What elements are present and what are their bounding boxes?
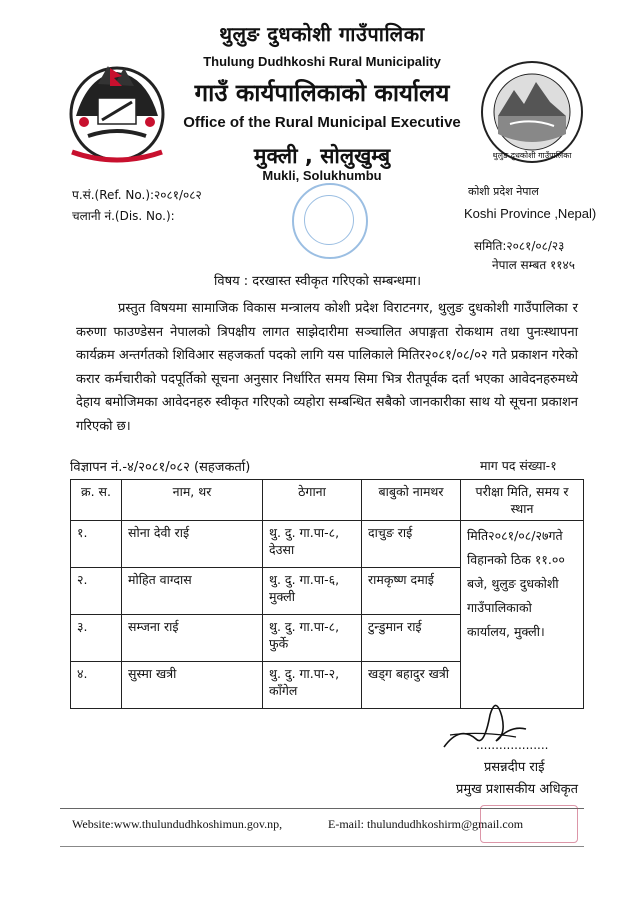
row-father: रामकृष्ण दमाई [362, 568, 461, 615]
table-row [71, 521, 584, 568]
nepal-samvat: नेपाल सम्बत ११४५ [492, 258, 576, 272]
row-sn: १. [71, 521, 122, 568]
place-np: मुक्ली , सोलुखुम्बु [253, 144, 391, 168]
advertisement-number: विज्ञापन नं.-४/२०८१/०८२ (सहजकर्ता) [70, 460, 251, 475]
notice-body: प्रस्तुत विषयमा सामाजिक विकास मन्त्रालय कोशी प्रदेश विराटनगर, थुलुङ दुधकोशी गाउँपालिका र करुणा फाउण्डेसन नेपालको त्रिपक्षीय लागत साझेदारीमा सञ्चालित अपाङ्गता रोकथाम तथा पुनःस्थापना कार्यक्रम अन्तर्गतको शिविआर सहजकर्ता पदको लागि यस पालिकाले मितिर२०८१/०८/०२ गते प्रकाशन गरेको करार कर्मचारीको पदपूर्तिको सूचना अनुसार निर्धारित समय सिमा भित्र रीतपूर्वक दर्ता भएका आवेदनहरुमध्ये देहाय बमोजिमका आवेदनहरु स्वीकृत गरिएको व्यहोरा सम्बन्धित सबैको जानकारीका साथ यो सूचना प्रकाशन गरिएको छ। [76, 301, 578, 434]
row-father: खड्ग बहादुर खत्री [362, 662, 461, 709]
col-header-name: नाम, थर [122, 480, 263, 521]
row-father: टुन्डुमान राई [362, 615, 461, 662]
footer-email: E-mail: thulundudhkoshirm@gmail.com [328, 817, 524, 831]
ref-number: प.सं.(Ref. No.):२०८१/०८२ [72, 188, 202, 202]
subject-line: विषय : दरखास्त स्वीकृत गरिएको सम्बन्धमा। [214, 274, 422, 289]
date: समिति:२०८१/०८/२३ [474, 239, 565, 253]
row-name: सुस्मा खत्री [122, 662, 263, 709]
footer-rule-bottom [60, 846, 584, 847]
row-sn: २. [71, 568, 122, 615]
municipality-name-en: Thulung Dudhkoshi Rural Municipality [203, 54, 441, 69]
row-sn: ३. [71, 615, 122, 662]
row-address: थु. दु. गा.पा-२, काँगेल [263, 662, 362, 709]
row-name: सम्जना राई [122, 615, 263, 662]
exam-info: मिति२०८१/०८/२७गते विहानको ठिक ११.०० बजे, थुलुङ दुधकोशी गाउँपालिकाको कार्यालय, मुक्ली। [461, 521, 584, 709]
province-en: Koshi Province ,Nepal) [464, 206, 597, 221]
municipality-name-np: थुलुङ दुधकोशी गाउँपालिका [219, 22, 425, 46]
col-header-sn: क्र. स. [71, 480, 122, 521]
signature-stamp [480, 805, 578, 843]
applicants-table [70, 479, 584, 709]
place-en: Mukli, Solukhumbu [262, 168, 382, 183]
signatory-title: प्रमुख प्रशासकीय अधिकृत [456, 782, 579, 797]
table-header-row [71, 480, 584, 521]
row-address: थु. दु. गा.पा-८, देउसा [263, 521, 362, 568]
col-header-address: ठेगाना [263, 480, 362, 521]
row-father: दाचुङ राई [362, 521, 461, 568]
right-logo-caption: थुलुङ दुधकोशी गाउँपालिका [492, 151, 572, 160]
row-address: थु. दु. गा.पा-६, मुक्ली [263, 568, 362, 615]
footer-website: Website:www.thulundudhkoshimun.gov.np, [72, 817, 283, 831]
col-header-exam: परीक्षा मिति, समय र स्थान [461, 480, 584, 521]
row-address: थु. दु. गा.पा-८, फुर्के [263, 615, 362, 662]
office-name-np: गाउँ कार्यपालिकाको कार्यालय [194, 79, 450, 107]
col-header-father: बाबुको नामथर [362, 480, 461, 521]
signatory-name: प्रसन्नदीप राई [484, 760, 545, 775]
province-np: कोशी प्रदेश नेपाल [468, 185, 539, 198]
office-seal-stamp [292, 183, 368, 259]
row-name: सोना देवी राई [122, 521, 263, 568]
row-sn: ४. [71, 662, 122, 709]
signature-dots: ................... [476, 738, 549, 752]
dispatch-number: चलानी नं.(Dis. No.): [72, 209, 175, 223]
office-name-en: Office of the Rural Municipal Executive [183, 114, 461, 131]
posts-required: माग पद संख्या-१ [480, 458, 557, 473]
row-name: मोहित वाग्दास [122, 568, 263, 615]
